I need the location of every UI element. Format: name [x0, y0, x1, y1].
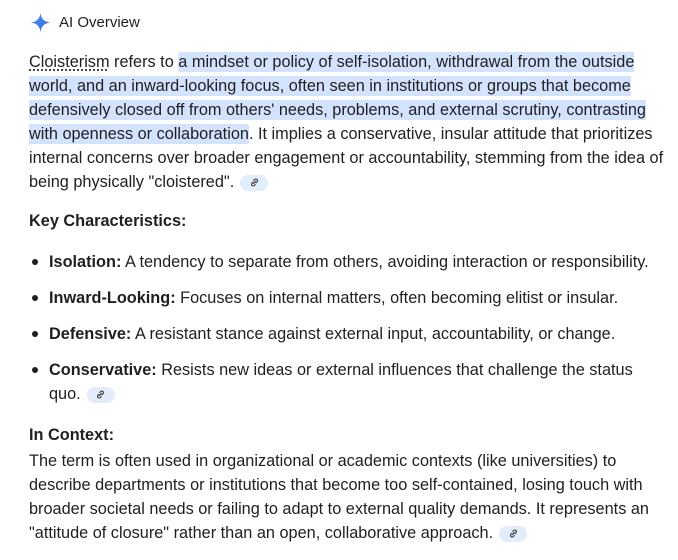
term-cloisterism[interactable]: Cloisterism	[29, 53, 110, 71]
list-item	[29, 322, 654, 346]
list-item-text: Focuses on internal matters, often becoming elitist or insular.	[175, 289, 619, 307]
context-paragraph	[29, 449, 654, 545]
source-link-button[interactable]	[499, 526, 527, 542]
list-item-term: Conservative:	[49, 361, 157, 379]
link-icon	[249, 177, 260, 188]
characteristics-list	[29, 250, 654, 418]
ai-overview-header	[30, 10, 140, 34]
sparkle-icon	[30, 12, 51, 33]
link-icon	[95, 389, 106, 400]
list-item-text: Resists new ideas or external influences that challenge the status quo.	[49, 361, 633, 403]
list-item-text: A tendency to separate from others, avoiding interaction or responsibility.	[121, 253, 649, 271]
list-item-term: Isolation:	[49, 253, 122, 271]
list-item-term: Defensive:	[49, 325, 132, 343]
context-text: The term is often used in organizational or academic contexts (like universities) to describe departments or institutions that become too self-contained, losing touch with broader societal needs or failing to adapt to external quality demands. It represents an "attitude of closure" rather than an open, collaborative approach.	[29, 452, 649, 542]
key-characteristics-title: Key Characteristics:	[29, 212, 187, 230]
in-context-title: In Context:	[29, 426, 115, 444]
list-item	[29, 250, 654, 274]
source-link-button[interactable]	[87, 387, 115, 403]
source-link-button[interactable]	[240, 175, 268, 191]
highlighted-definition: a mindset or policy of self-isolation, withdrawal from the outside world, and an inward-looking focus, often seen in institutions or groups that become defensively closed off from others' needs, problems, and external scrutiny, contrasting with openness or collaboration	[29, 53, 646, 143]
intro-refers: refers to	[109, 53, 179, 71]
intro-rest: . It implies a conservative, insular attitude that prioritizes internal concerns over broader engagement or accountability, stemming from the idea of being physically "cloistered".	[29, 125, 664, 191]
list-item	[29, 358, 654, 406]
list-item	[29, 286, 654, 310]
link-icon	[508, 528, 519, 539]
list-item-text: A resistant stance against external input, accountability, or change.	[131, 325, 616, 343]
list-item-term: Inward-Looking:	[49, 289, 176, 307]
intro-paragraph	[29, 50, 669, 194]
ai-overview-title: AI Overview	[59, 13, 140, 31]
